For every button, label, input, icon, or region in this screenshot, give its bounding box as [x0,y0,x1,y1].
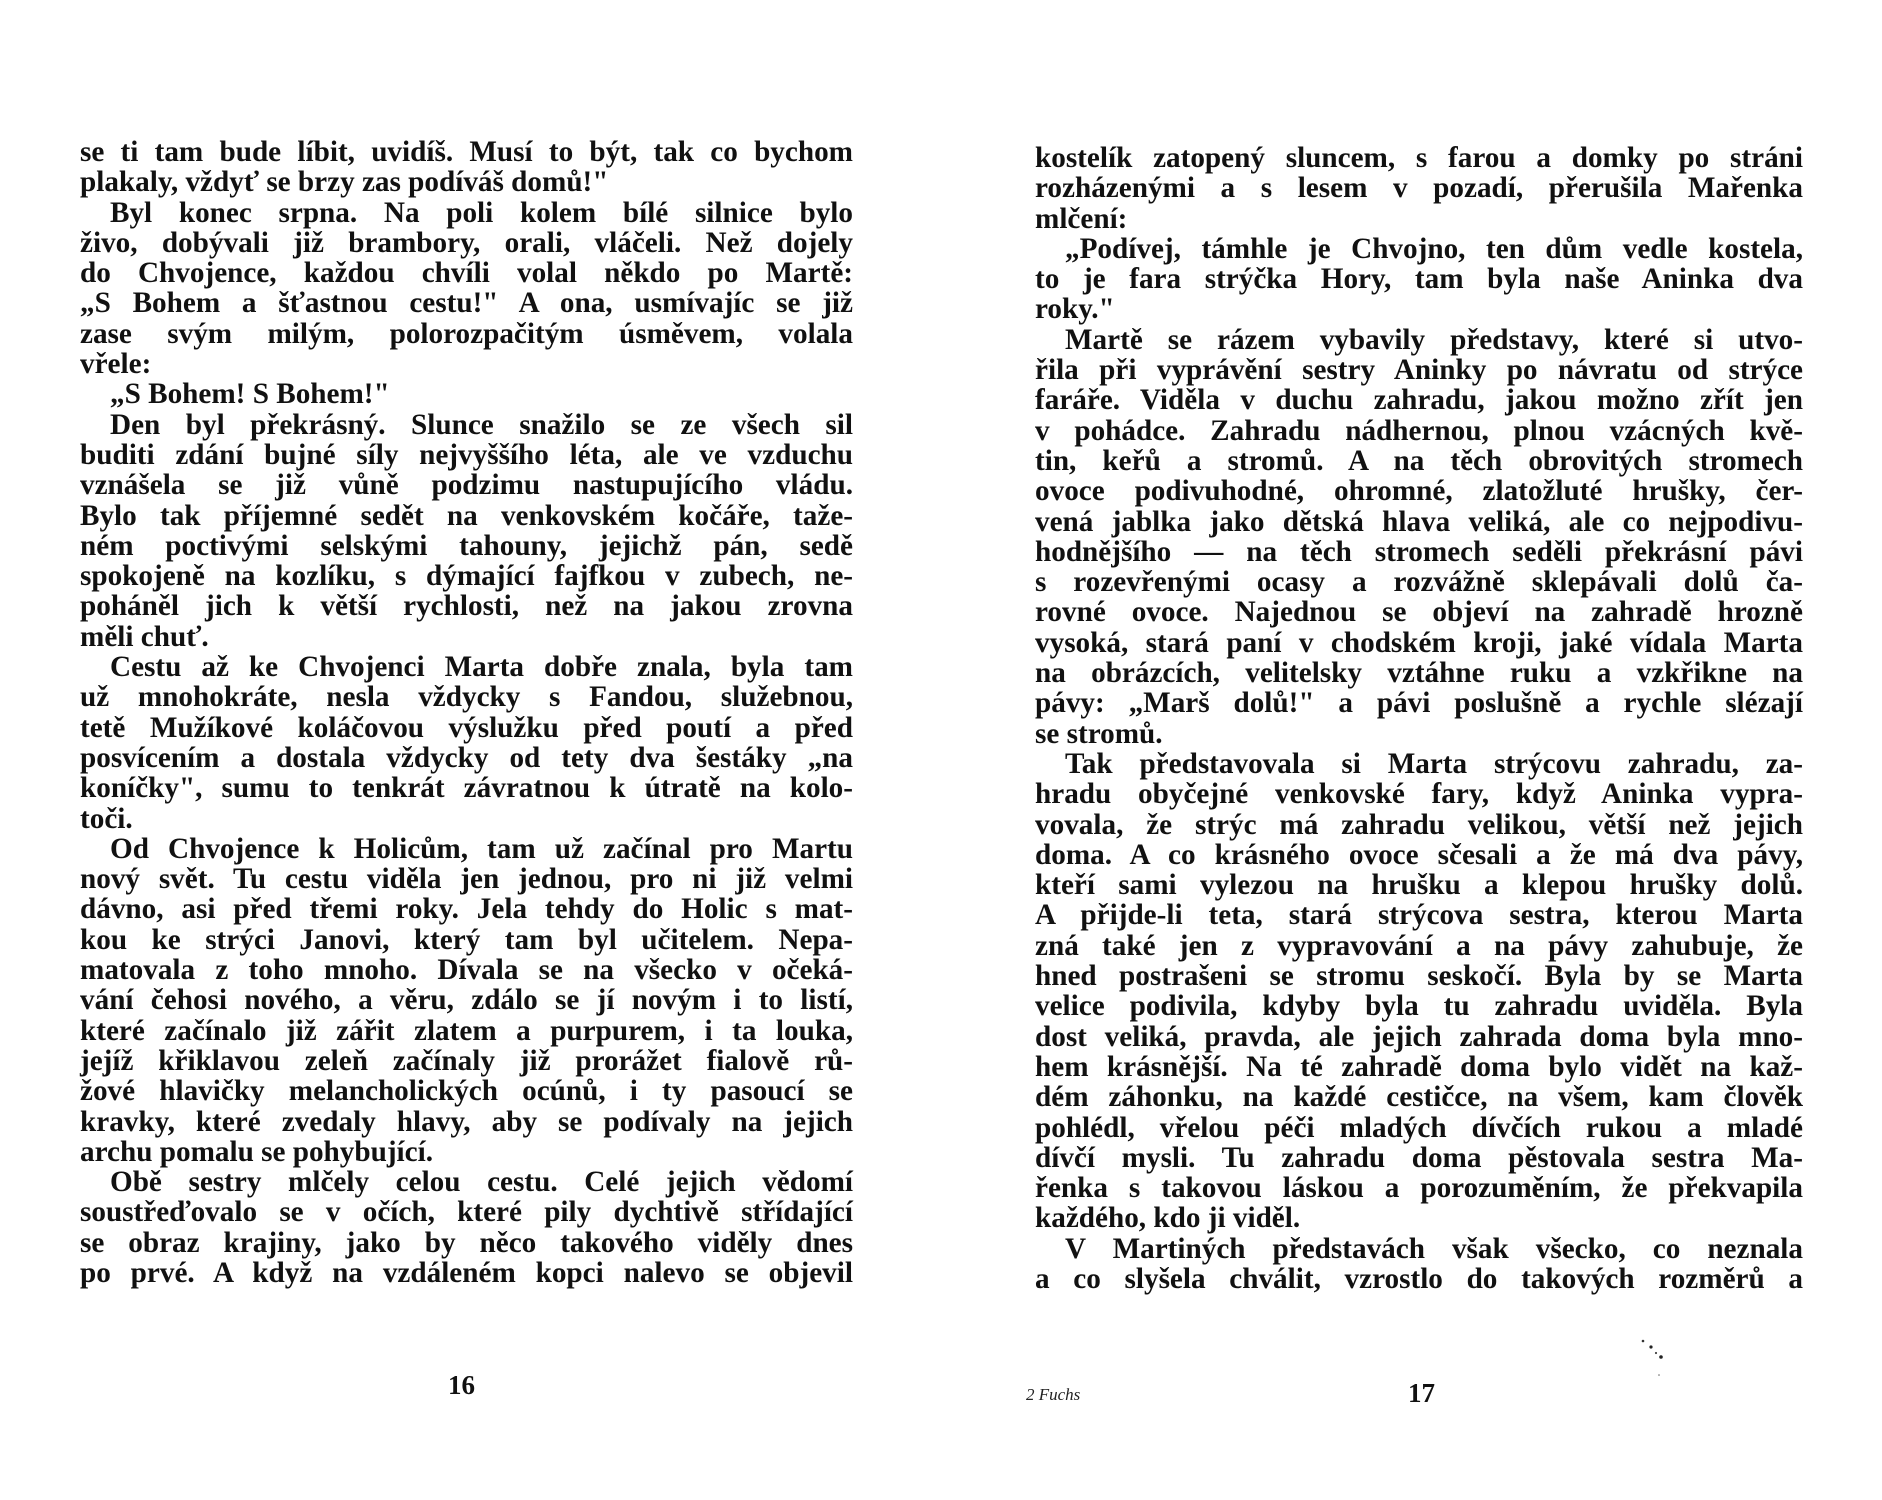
text-line: dívčí mysli. Tu zahradu doma pěstovala sestra Ma- [1035,1141,1803,1174]
text-line: řila při vyprávění sestry Aninky po návratu od strýce [1035,354,1803,387]
text-line: dém záhonku, na každé cestičce, na všem, kam člověk [1035,1081,1803,1114]
text-line: se obraz krajiny, jako by něco takového viděly dnes [80,1226,853,1259]
text-line: „S Bohem a šťastnou cestu!" A ona, usmívajíc se již [80,287,853,320]
text-line: rovné ovoce. Najednou se objeví na zahradě hrozně [1035,596,1803,629]
text-line: spokojeně na kozlíku, s dýmající fajfkou v zubech, ne- [80,560,853,593]
text-line: v pohádce. Zahradu nádhernou, plnou vzácných kvě- [1035,414,1803,447]
text-line: matovala z toho mnoho. Dívala se na všecko v očeká- [80,954,853,987]
text-line: Bylo tak příjemné sedět na venkovském kočáře, taže- [80,499,853,532]
text-line: vovala, že strýc má zahradu velikou, větší než jejich [1035,808,1803,841]
text-line: vřele: [80,348,152,381]
left-page-body [80,137,853,1288]
text-line: archu pomalu se pohybující. [80,1135,434,1168]
right-page-body [1035,143,1803,1294]
text-line: zná také jen z vypravování a na pávy zahubuje, že [1035,929,1803,962]
text-line: Tak představovala si Marta strýcovu zahradu, za- [1065,747,1803,780]
text-line: vání čehosi nového, a věru, zdálo se jí novým i to listí, [80,984,853,1017]
text-line: se ti tam bude líbit, uvidíš. Musí to být, tak co bychom [80,136,853,168]
text-line: Byl konec srpna. Na poli kolem bílé silnice bylo [110,196,853,229]
text-line: na obrázcích, velitelsky vztáhne ruku a vzkřikne na [1035,657,1803,690]
text-line: roky." [1035,293,1115,326]
text-line: živo, dobývali již brambory, orali, vláčeli. Než dojely [80,226,853,259]
text-line: posvícením a dostala vždycky od tety dva šestáky „na [80,741,853,774]
text-line: tin, keřů a stromů. A na těch obrovitých stromech [1035,444,1803,477]
text-line: soustřeďovalo se v očích, které pily dychtivě střídající [80,1196,853,1229]
text-line: už mnohokráte, nesla vždycky s Fandou, služebnou, [80,681,853,714]
text-line: hradu obyčejné venkovské fary, když Aninka vypra- [1035,778,1803,811]
text-line: A přijde-li teta, stará strýcova sestra, kterou Marta [1035,899,1803,932]
printer-signature-mark: 2 Fuchs [1026,1385,1081,1404]
text-line: jejíž křiklavou zeleň začínaly již prorážet fialově rů- [80,1044,853,1077]
text-line: pohlédl, vřelou péči mladých dívčích rukou a mladé [1035,1111,1803,1144]
text-line: Cestu až ke Chvojenci Marta dobře znala, byla tam [110,651,853,684]
text-line: vená jablka jako dětská hlava veliká, ale co nejpodivu- [1035,505,1803,538]
text-line: kostelík zatopený sluncem, s farou a domky po stráni [1035,142,1803,174]
text-line: tetě Mužíkové koláčovou výslužku před poutí a před [80,711,853,744]
text-line: buditi zdání bujné síly nejvyššího léta, ale ve vzduchu [80,438,853,471]
text-line: V Martiných představách však všecko, co neznala [1065,1232,1803,1265]
text-line: s rozevřenými ocasy a rozvážně sklepávali dolů ča- [1035,566,1803,599]
page-number-right: 17 [1408,1378,1435,1408]
text-line: hem krásnější. Na té zahradě doma bylo vidět na kaž- [1035,1050,1803,1083]
text-line: doma. A co krásného ovoce sčesali a že má dva pávy, [1035,838,1803,871]
text-line: hodnějšího — na těch stromech seděli překrásní pávi [1035,535,1803,568]
text-line: toči. [80,802,133,835]
text-line: „S Bohem! S Bohem!" [110,378,390,411]
text-line: faráře. Viděla v duchu zahradu, jakou možno zřít jen [1035,384,1803,417]
text-line: se stromů. [1035,717,1163,750]
text-line: řenka s takovou láskou a porozuměním, že překvapila [1035,1172,1803,1205]
text-line: kteří sami vylezou na hrušku a klepou hrušky dolů. [1035,869,1803,902]
text-line: dost veliká, pravda, ale jejich zahrada doma byla mno- [1035,1020,1803,1053]
text-line: kou ke strýci Janovi, který tam byl učitelem. Nepa- [80,923,853,956]
text-line: vznášela se již vůně podzimu nastupujícího vládu. [80,469,853,502]
text-line: mlčení: [1035,202,1128,235]
text-line: pávy: „Marš dolů!" a pávi poslušně a rychle slézají [1035,687,1803,720]
text-line: dávno, asi před třemi roky. Jela tehdy do Holic s mat- [80,893,853,926]
text-line: hned postrašeni se stromu seskočí. Byla by se Marta [1035,960,1803,993]
text-line: poháněl jich k větší rychlosti, než na jakou zrovna [80,590,853,623]
text-line: plakaly, vždyť se brzy zas podíváš domů!" [80,166,609,199]
text-line: ovoce podivuhodné, ohromné, zlatožluté hrušky, čer- [1035,475,1803,508]
text-line: Obě sestry mlčely celou cestu. Celé jejich vědomí [110,1166,853,1199]
text-line: ném poctivými selskými tahouny, jejichž pán, sedě [80,529,853,562]
text-line: a co slyšela chválit, vzrostlo do takových rozměrů a [1035,1262,1803,1295]
text-line: Od Chvojence k Holicům, tam už začínal pro Martu [110,832,853,865]
text-line: vysoká, stará paní v chodském kroji, jaké vídala Marta [1035,626,1803,659]
text-line: zase svým milým, polorozpačitým úsměvem, volala [80,317,853,350]
text-line: Martě se rázem vybavily představy, které si utvo- [1065,323,1803,356]
text-line: do Chvojence, každou chvíli volal někdo po Martě: [80,257,853,290]
text-line: „Podívej, támhle je Chvojno, ten dům vedle kostela, [1065,232,1803,265]
text-line: žové hlavičky melancholických ocúnů, i ty pasoucí se [80,1075,853,1108]
text-line: které začínalo již zářit zlatem a purpurem, i ta louka, [80,1014,853,1047]
text-line: měli chuť. [80,620,209,653]
page-number-left: 16 [448,1370,475,1400]
text-line: velice podivila, kdyby byla tu zahradu uviděla. Byla [1035,990,1803,1023]
text-line: každého, kdo ji viděl. [1035,1202,1301,1235]
text-line: Den byl překrásný. Slunce snažilo se ze všech sil [110,408,853,441]
text-line: koníčky", sumu to tenkrát závratnou k útratě na kolo- [80,772,853,805]
text-line: po prvé. A když na vzdáleném kopci nalevo se objevil [80,1256,853,1289]
right-page [941,0,1882,1500]
ink-speck [1637,1335,1667,1380]
text-line: nový svět. Tu cestu viděla jen jednou, pro ni již velmi [80,863,853,896]
text-line: rozházenými a s lesem v pozadí, přerušila Mařenka [1035,172,1803,205]
text-line: kravky, které zvedaly hlavy, aby se podívaly na jejich [80,1105,853,1138]
text-line: to je fara strýčka Hory, tam byla naše Aninka dva [1035,263,1803,296]
